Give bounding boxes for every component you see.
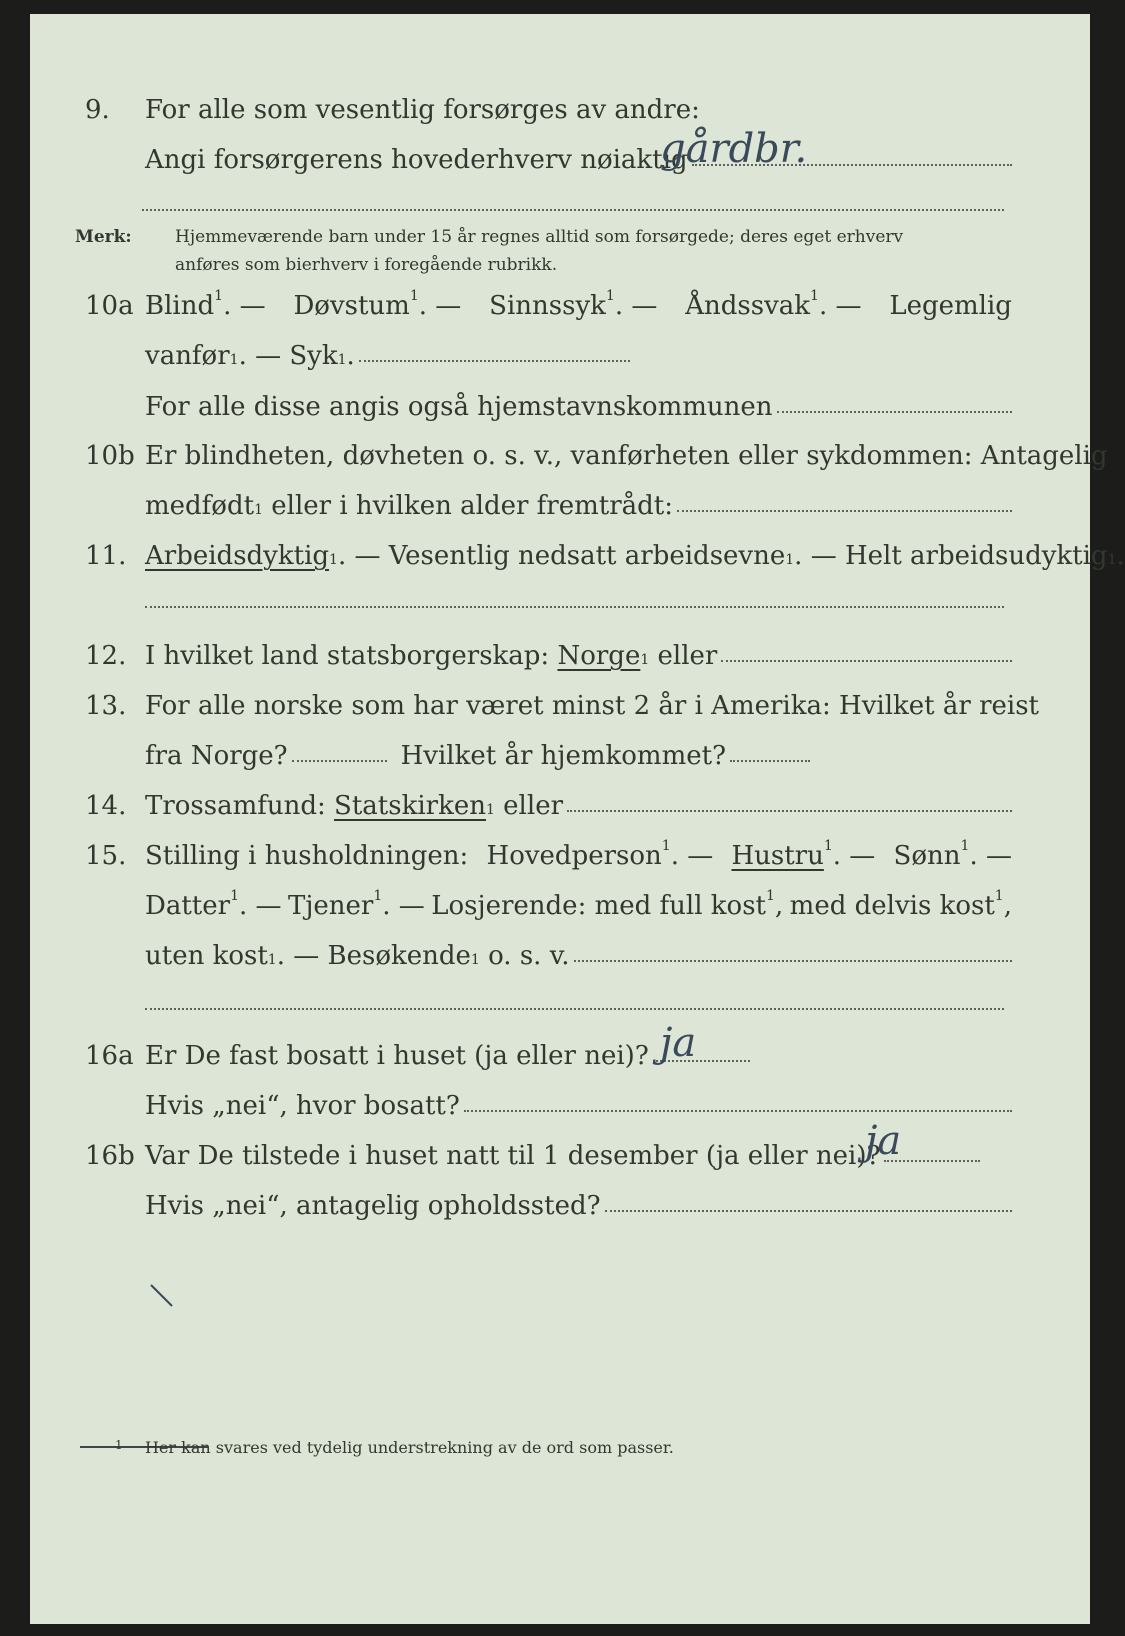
q10a-item-dovstum: Døvstum bbox=[293, 291, 410, 321]
q10b-answer-line bbox=[677, 486, 1012, 512]
merk-line2: anføres som bierhverv i foregående rubrikk. bbox=[175, 255, 558, 275]
q12-answer-line bbox=[721, 636, 1012, 662]
q12-number: 12. bbox=[85, 641, 127, 671]
q13-line1: For alle norske som har været minst 2 år i Amerika: Hvilket år reist bbox=[145, 691, 1039, 721]
q15-row3: uten kost 1 . — Besøkende 1 o. s. v. bbox=[30, 936, 1090, 976]
q16b-handwritten-answer: ja bbox=[865, 1118, 902, 1164]
q9-number: 9. bbox=[85, 95, 110, 125]
q15-line1: Stilling i husholdningen: bbox=[145, 841, 469, 871]
q15-number: 15. bbox=[85, 841, 127, 871]
q16b-line2: Hvis „nei“, antagelig opholdssted? bbox=[145, 1191, 601, 1221]
q13-hjemkommet-line bbox=[730, 736, 810, 762]
q13-hjemkommet: Hvilket år hjemkommet? bbox=[400, 741, 727, 771]
q13-number: 13. bbox=[85, 691, 127, 721]
q10b-medfodt: medfødt bbox=[145, 491, 255, 521]
q9-row1 bbox=[30, 90, 1090, 130]
q10a-row3 bbox=[30, 387, 1090, 427]
q10a-item-legemlig: Legemlig bbox=[889, 291, 1012, 321]
q9-extra-line bbox=[142, 209, 1004, 211]
q10a-item-andssvak: Åndssvak bbox=[685, 291, 811, 321]
q15-hustru: Hustru bbox=[731, 841, 824, 871]
q11-number: 11. bbox=[85, 541, 127, 571]
merk-line1: Hjemmeværende barn under 15 år regnes alltid som forsørgede; deres eget erhverv bbox=[175, 227, 904, 247]
q10a-syk: Syk bbox=[289, 341, 338, 371]
q10a-item-blind: Blind bbox=[145, 291, 215, 321]
q13-reist-line bbox=[292, 736, 387, 762]
q11-opt-udyktig: Helt arbeidsudyktig bbox=[844, 541, 1108, 571]
q13-reist: fra Norge? bbox=[145, 741, 288, 771]
q14-row: 14. Trossamfund: Statskirken 1 eller bbox=[30, 786, 1090, 826]
q10a-syk-line bbox=[359, 336, 630, 362]
census-form-page bbox=[30, 14, 1125, 1624]
q15-answer-line bbox=[574, 936, 1012, 962]
q13-row1 bbox=[30, 686, 1090, 726]
q10a-vanfor: vanfør bbox=[145, 341, 230, 371]
q15-hovedperson: Hovedperson bbox=[486, 841, 662, 871]
q9-handwritten-answer: gårdbr. bbox=[660, 126, 808, 172]
q12-tail: eller bbox=[657, 641, 718, 671]
q16a-bosatt-line bbox=[464, 1086, 1012, 1112]
q12-row: 12. I hvilket land statsborgerskap: Norge 1 eller bbox=[30, 636, 1090, 676]
footnote-mark: 1 bbox=[115, 1438, 123, 1452]
q15-uten-kost: uten kost bbox=[145, 941, 268, 971]
q16a-line2: Hvis „nei“, hvor bosatt? bbox=[145, 1091, 460, 1121]
q15-besokende: Besøkende bbox=[327, 941, 471, 971]
q15-delvis: med delvis kost bbox=[789, 891, 995, 921]
q10a-item-sinnssyk: Sinnssyk bbox=[489, 291, 606, 321]
q10b-row1 bbox=[30, 436, 1108, 476]
q13-row2 bbox=[30, 736, 1090, 776]
pen-mark bbox=[148, 1282, 178, 1312]
q16b-number: 16b bbox=[85, 1141, 135, 1171]
q12-text: I hvilket land statsborgerskap: bbox=[145, 641, 550, 671]
q10a-number: 10a bbox=[85, 291, 134, 321]
q15-sonn: Sønn bbox=[893, 841, 961, 871]
q11-row: 11. Arbeidsdyktig 1 . — Vesentlig nedsatt arbeidsevne 1 . — Helt arbeidsudyktig 1 . bbox=[30, 536, 1090, 576]
q11-opt-arbeidsdyktig: Arbeidsdyktig bbox=[145, 541, 330, 571]
q10a-row1: 10a Blind$^1$. — Døvstum$^1$. — Sinnssyk$^1$. — Åndssvak$^1$. — Legemlig bbox=[30, 286, 1090, 326]
q15-losjerende: Losjerende: med full kost bbox=[431, 891, 767, 921]
q16a-number: 16a bbox=[85, 1041, 134, 1071]
q10a-hjemstavn: For alle disse angis også hjemstavnskommunen bbox=[145, 392, 773, 422]
merk-label: Merk: bbox=[75, 227, 132, 247]
q14-answer-line bbox=[567, 786, 1012, 812]
q16a-row1 bbox=[30, 1036, 1090, 1076]
q16b-opphold-line bbox=[605, 1186, 1012, 1212]
q11-opt-nedsatt: Vesentlig nedsatt arbeidsevne bbox=[388, 541, 786, 571]
q14-tail: eller bbox=[503, 791, 564, 821]
q14-number: 14. bbox=[85, 791, 127, 821]
q10b-line1: Er blindheten, døvheten o. s. v., vanførheten eller sykdommen: Antagelig bbox=[145, 441, 1108, 471]
q10b-number: 10b bbox=[85, 441, 135, 471]
q16b-row2 bbox=[30, 1186, 1090, 1226]
q16a-row2 bbox=[30, 1086, 1090, 1126]
q10b-alder: eller i hvilken alder fremtrådt: bbox=[271, 491, 674, 521]
footnote-text: Her kan svares ved tydelig understrekning av de ord som passer. bbox=[145, 1438, 674, 1457]
q15-row1: 15. Stilling i husholdningen: Hovedperson$^1$. — Hustru$^1$. — Sønn$^1$. — bbox=[30, 836, 1090, 876]
footnote bbox=[115, 1438, 674, 1457]
q15-datter: Datter bbox=[145, 891, 231, 921]
q15-extra-line bbox=[145, 1008, 1004, 1010]
q10b-row2: medfødt 1 eller i hvilken alder fremtrådt: bbox=[30, 486, 1090, 526]
q10a-row2: vanfør 1 . — Syk 1 . bbox=[30, 336, 1090, 376]
q15-row2: Datter$^1$. — Tjener$^1$. — Losjerende: med full kost$^1$, med delvis kost$^1$, bbox=[145, 888, 1012, 921]
q14-opt-statskirken: Statskirken bbox=[334, 791, 486, 821]
q16b-row1 bbox=[30, 1136, 1090, 1176]
q12-opt-norge: Norge bbox=[557, 641, 641, 671]
q15-tjener: Tjener bbox=[287, 891, 374, 921]
q16b-line1: Var De tilstede i huset natt til 1 desember (ja eller nei)? bbox=[145, 1141, 881, 1171]
q9-line2: Angi forsørgerens hovederhverv nøiaktig bbox=[145, 145, 688, 175]
q10a-hjemstavn-line bbox=[777, 387, 1012, 413]
q11-answer-line bbox=[145, 606, 1004, 608]
q16a-line1: Er De fast bosatt i huset (ja eller nei)? bbox=[145, 1041, 649, 1071]
q9-row2 bbox=[30, 140, 1090, 180]
q14-text: Trossamfund: bbox=[145, 791, 326, 821]
q15-osv: o. s. v. bbox=[488, 941, 570, 971]
q16a-handwritten-answer: ja bbox=[660, 1020, 697, 1066]
q9-line1: For alle som vesentlig forsørges av andre: bbox=[145, 95, 700, 125]
